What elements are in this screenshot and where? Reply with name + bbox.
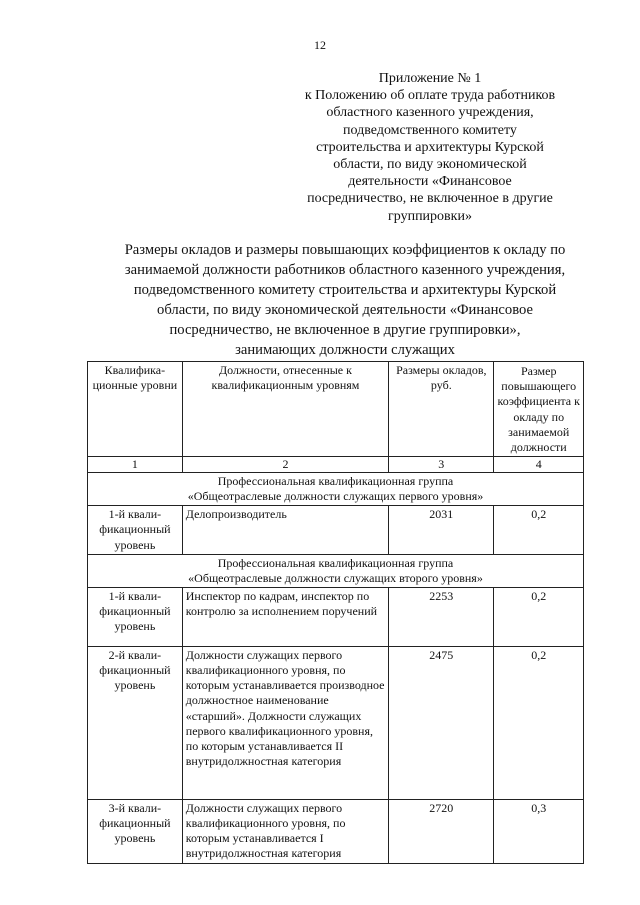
salary-cell: 2720 <box>389 799 494 863</box>
appendix-line: строительства и архитектуры Курской <box>316 139 544 155</box>
table-row <box>88 506 584 555</box>
column-number: 1 <box>88 457 183 473</box>
group-heading <box>88 554 584 587</box>
title-line: занимаемой должности работников областного казенного учреждения, <box>124 262 566 278</box>
title-line: Размеры окладов и размеры повышающих коэффициентов к окладу по <box>124 242 566 258</box>
group-title-line1: Профессиональная квалификационная группа <box>217 555 454 570</box>
appendix-line: посредничество, не включенное в другие <box>307 191 553 207</box>
appendix-line: к Положению об оплате труда работников <box>304 88 556 104</box>
column-number-row <box>88 457 584 473</box>
header-coefficient: Размер повышающего коэффициента к окладу по занимаемой должности <box>494 362 584 457</box>
positions-cell: Должности служащих первого квалификационного уровня, по которым устанавливается производное должностное наименование «старший». Должности служащих первого квалификационного уровня, по которым устанавливается II внутридолжностная категория <box>182 646 388 799</box>
column-number: 4 <box>494 457 584 473</box>
appendix-line: подведомственного комитету <box>343 122 517 138</box>
level-cell: 2-й квали- фикационный уровень <box>88 646 183 799</box>
positions-cell: Инспектор по кадрам, инспектор по контролю за исполнением поручений <box>182 587 388 646</box>
table-row <box>88 587 584 646</box>
appendix-line: деятельности «Финансовое <box>348 174 512 190</box>
table-row <box>88 646 584 799</box>
appendix-heading <box>275 70 585 225</box>
header-salary: Размеры окладов, руб. <box>389 362 494 457</box>
column-number: 2 <box>182 457 388 473</box>
level-cell: 1-й квали- фикационный уровень <box>88 587 183 646</box>
appendix-line: области, по виду экономической <box>333 157 527 173</box>
group-title-line2: «Общеотраслевые должности служащих второго уровня» <box>188 570 483 585</box>
group-title-line2: «Общеотраслевые должности служащих первого уровня» <box>187 489 484 504</box>
salary-cell: 2253 <box>389 587 494 646</box>
title-line: подведомственного комитету строительства и архитектуры Курской <box>133 282 557 298</box>
level-cell: 1-й квали- фикационный уровень <box>88 506 183 555</box>
group-title-line1: Профессиональная квалификационная группа <box>217 474 454 489</box>
appendix-line: областного казенного учреждения, <box>326 105 534 121</box>
coefficient-cell: 0,2 <box>494 646 584 799</box>
coefficient-cell: 0,3 <box>494 799 584 863</box>
coefficient-cell: 0,2 <box>494 506 584 555</box>
table-header-row <box>88 362 584 457</box>
group-heading <box>88 473 584 506</box>
positions-cell: Делопроизводитель <box>182 506 388 555</box>
document-title <box>80 240 610 360</box>
salary-table <box>87 361 584 864</box>
level-cell: 3-й квали- фикационный уровень <box>88 799 183 863</box>
positions-cell: Должности служащих первого квалификационного уровня, по которым устанавливается I внутридолжностная категория <box>182 799 388 863</box>
page-number: 12 <box>314 38 326 52</box>
title-line: занимающих должности служащих <box>235 342 455 358</box>
header-level: Квалифика- ционные уровни <box>88 362 183 457</box>
table-row <box>88 799 584 863</box>
coefficient-cell: 0,2 <box>494 587 584 646</box>
group-heading-row <box>88 473 584 506</box>
title-line: посредничество, не включенное в другие группировки», <box>169 322 521 338</box>
header-positions: Должности, отнесенные к квалификационным уровням <box>182 362 388 457</box>
salary-cell: 2031 <box>389 506 494 555</box>
group-heading-row <box>88 554 584 587</box>
salary-cell: 2475 <box>389 646 494 799</box>
appendix-line: Приложение № 1 <box>378 71 482 86</box>
appendix-line: группировки» <box>388 208 472 224</box>
column-number: 3 <box>389 457 494 473</box>
title-line: области, по виду экономической деятельности «Финансовое <box>157 302 533 318</box>
